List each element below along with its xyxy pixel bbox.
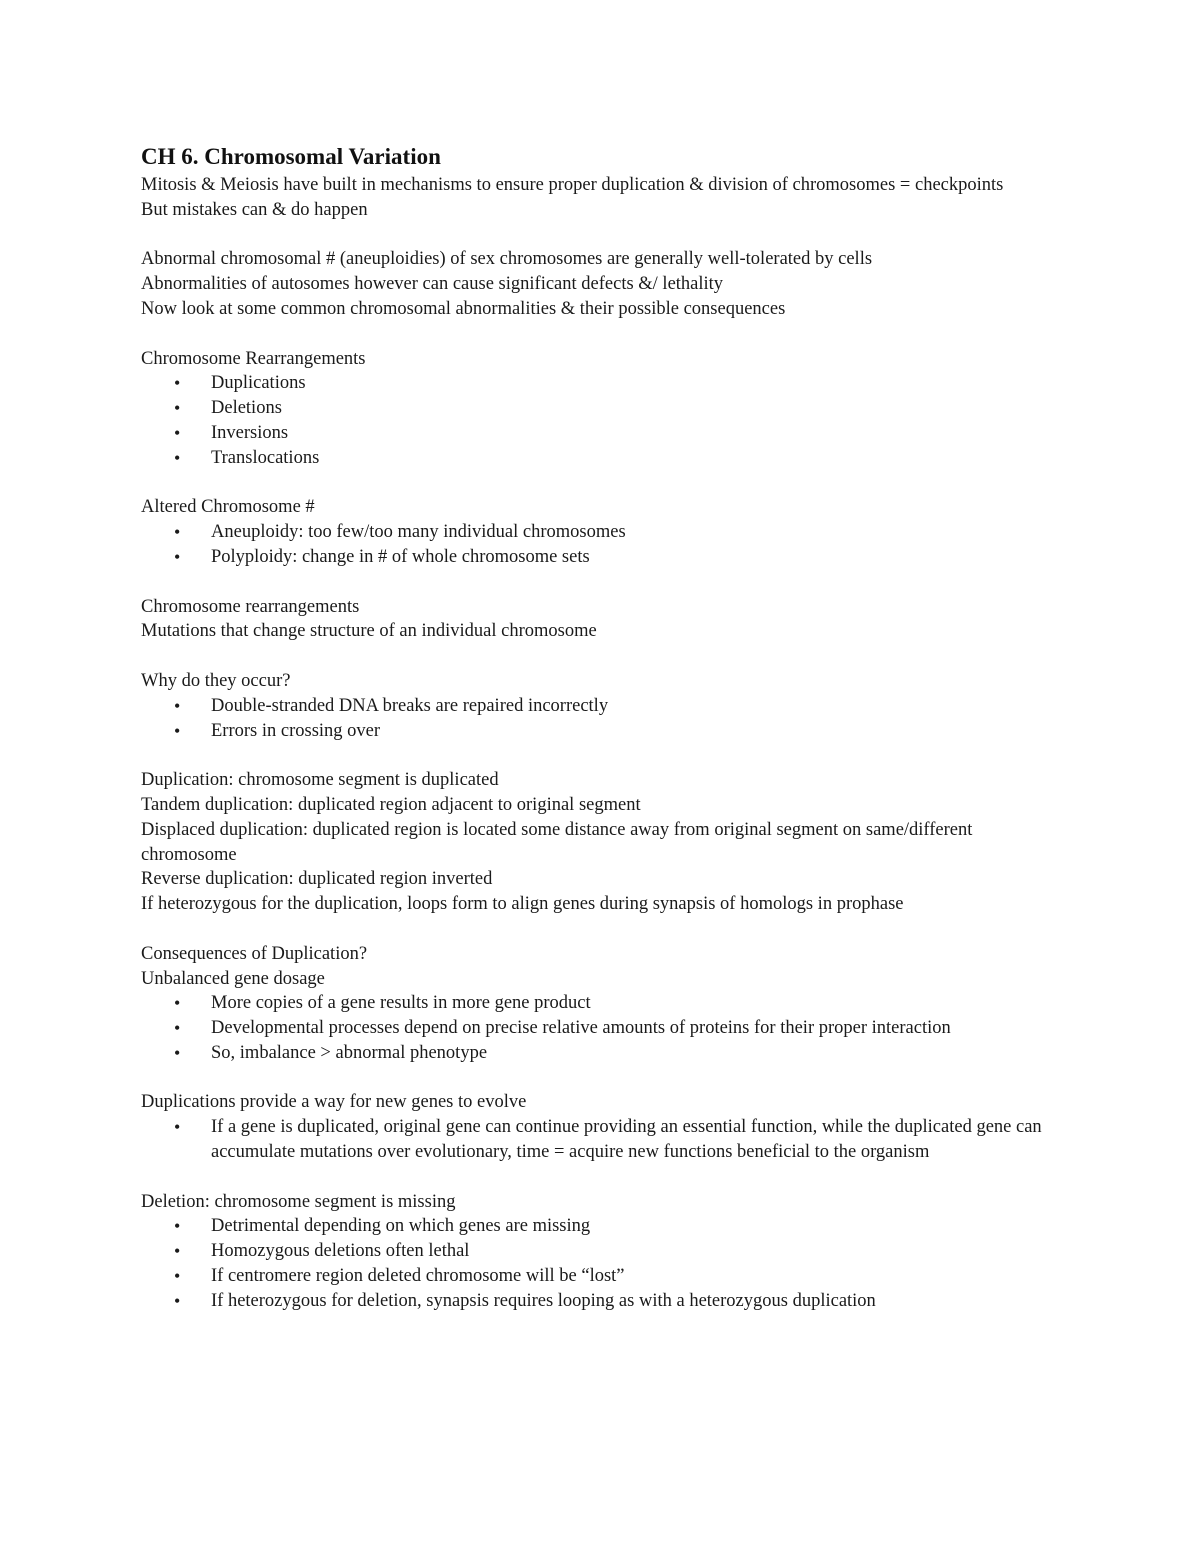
list-item-text: Translocations bbox=[211, 447, 320, 468]
duplication-line: Reverse duplication: duplicated region inverted bbox=[141, 869, 493, 890]
spacer bbox=[141, 1066, 1061, 1091]
altered-list bbox=[141, 520, 1061, 570]
section-heading-deletion: Deletion: chromosome segment is missing bbox=[141, 1191, 456, 1212]
spacer bbox=[141, 644, 1061, 669]
bullet-icon: • bbox=[174, 1042, 181, 1063]
spacer bbox=[141, 322, 1061, 347]
bullet-icon: • bbox=[174, 546, 181, 567]
abnormal-line: Abnormal chromosomal # (aneuploidies) of sex chromosomes are generally well-tolerated by cells bbox=[141, 249, 873, 270]
list-item-text: If a gene is duplicated, original gene can continue providing an essential function, while the duplicated gene can accumulate mutations over evolutionary, time = acquire new functions beneficial to the organism bbox=[211, 1117, 1042, 1163]
abnormal-line: Now look at some common chromosomal abnormalities & their possible consequences bbox=[141, 298, 786, 319]
bullet-icon: • bbox=[174, 422, 181, 443]
page-title: CH 6. Chromosomal Variation bbox=[141, 144, 441, 169]
spacer bbox=[141, 471, 1061, 496]
abnormal-line: Abnormalities of autosomes however can cause significant defects &/ lethality bbox=[141, 274, 724, 295]
why-list bbox=[141, 694, 1061, 744]
intro-line: But mistakes can & do happen bbox=[141, 199, 368, 220]
rearrangements-list bbox=[141, 371, 1061, 470]
list-item bbox=[141, 991, 1061, 1016]
list-item-text: Developmental processes depend on precise relative amounts of proteins for their proper interaction bbox=[211, 1018, 951, 1039]
section-heading-evolve: Duplications provide a way for new genes to evolve bbox=[141, 1092, 527, 1113]
list-item-text: Deletions bbox=[211, 398, 282, 419]
list-item bbox=[141, 1016, 1061, 1041]
deletion-list bbox=[141, 1214, 1061, 1313]
spacer bbox=[141, 223, 1061, 248]
spacer bbox=[141, 917, 1061, 942]
list-item-text: Detrimental depending on which genes are missing bbox=[211, 1216, 591, 1237]
bullet-icon: • bbox=[174, 447, 181, 468]
bullet-icon: • bbox=[174, 1290, 181, 1311]
spacer bbox=[141, 1165, 1061, 1190]
list-item bbox=[141, 545, 1061, 570]
intro-line: Mitosis & Meiosis have built in mechanisms to ensure proper duplication & division of chromosomes = checkpoints bbox=[141, 175, 1004, 195]
list-item-text: More copies of a gene results in more gene product bbox=[211, 993, 591, 1014]
list-item-text: Polyploidy: change in # of whole chromosome sets bbox=[211, 546, 590, 567]
list-item bbox=[141, 371, 1061, 396]
duplication-line: Duplication: chromosome segment is duplicated bbox=[141, 770, 499, 791]
bullet-icon: • bbox=[174, 1018, 181, 1039]
bullet-icon: • bbox=[174, 1241, 181, 1262]
consequences-line: Consequences of Duplication? bbox=[141, 943, 368, 964]
bullet-icon: • bbox=[174, 1216, 181, 1237]
bullet-icon: • bbox=[174, 993, 181, 1014]
bullet-icon: • bbox=[174, 373, 181, 394]
list-item bbox=[141, 1289, 1061, 1314]
list-item-text: Aneuploidy: too few/too many individual chromosomes bbox=[211, 522, 626, 543]
bullet-icon: • bbox=[174, 720, 181, 741]
list-item-text: If centromere region deleted chromosome will be “lost” bbox=[211, 1266, 625, 1287]
spacer bbox=[141, 743, 1061, 768]
document-body bbox=[141, 141, 1061, 1314]
duplication-line: Displaced duplication: duplicated region is located some distance away from original segment on same/different chromosome bbox=[141, 819, 973, 865]
duplication-line: Tandem duplication: duplicated region adjacent to original segment bbox=[141, 794, 641, 815]
list-item bbox=[141, 1115, 1061, 1165]
list-item bbox=[141, 396, 1061, 421]
bullet-icon: • bbox=[174, 522, 181, 543]
list-item-text: Inversions bbox=[211, 422, 289, 443]
section-heading-rearrangements: Chromosome Rearrangements bbox=[141, 348, 366, 369]
consequences-list bbox=[141, 991, 1061, 1065]
rearrangement-definition-line: Chromosome rearrangements bbox=[141, 596, 360, 617]
bullet-icon: • bbox=[174, 695, 181, 716]
list-item bbox=[141, 421, 1061, 446]
list-item-text: If heterozygous for deletion, synapsis requires looping as with a heterozygous duplication bbox=[211, 1290, 876, 1311]
list-item-text: So, imbalance > abnormal phenotype bbox=[211, 1042, 488, 1063]
bullet-icon: • bbox=[174, 1266, 181, 1287]
list-item bbox=[141, 446, 1061, 471]
evolve-list bbox=[141, 1115, 1061, 1165]
list-item bbox=[141, 719, 1061, 744]
list-item bbox=[141, 520, 1061, 545]
spacer bbox=[141, 570, 1061, 595]
list-item bbox=[141, 1264, 1061, 1289]
list-item bbox=[141, 1239, 1061, 1264]
bullet-icon: • bbox=[174, 1117, 181, 1138]
list-item-text: Duplications bbox=[211, 373, 306, 394]
section-heading-why: Why do they occur? bbox=[141, 670, 291, 691]
rearrangement-definition-line: Mutations that change structure of an individual chromosome bbox=[141, 621, 597, 642]
section-heading-altered: Altered Chromosome # bbox=[141, 497, 315, 518]
list-item bbox=[141, 1041, 1061, 1066]
list-item-text: Homozygous deletions often lethal bbox=[211, 1241, 470, 1262]
bullet-icon: • bbox=[174, 398, 181, 419]
duplication-line: If heterozygous for the duplication, loops form to align genes during synapsis of homologs in prophase bbox=[141, 894, 904, 915]
list-item bbox=[141, 1214, 1061, 1239]
list-item-text: Double-stranded DNA breaks are repaired incorrectly bbox=[211, 695, 609, 716]
list-item bbox=[141, 694, 1061, 719]
list-item-text: Errors in crossing over bbox=[211, 720, 381, 741]
consequences-line: Unbalanced gene dosage bbox=[141, 968, 325, 989]
